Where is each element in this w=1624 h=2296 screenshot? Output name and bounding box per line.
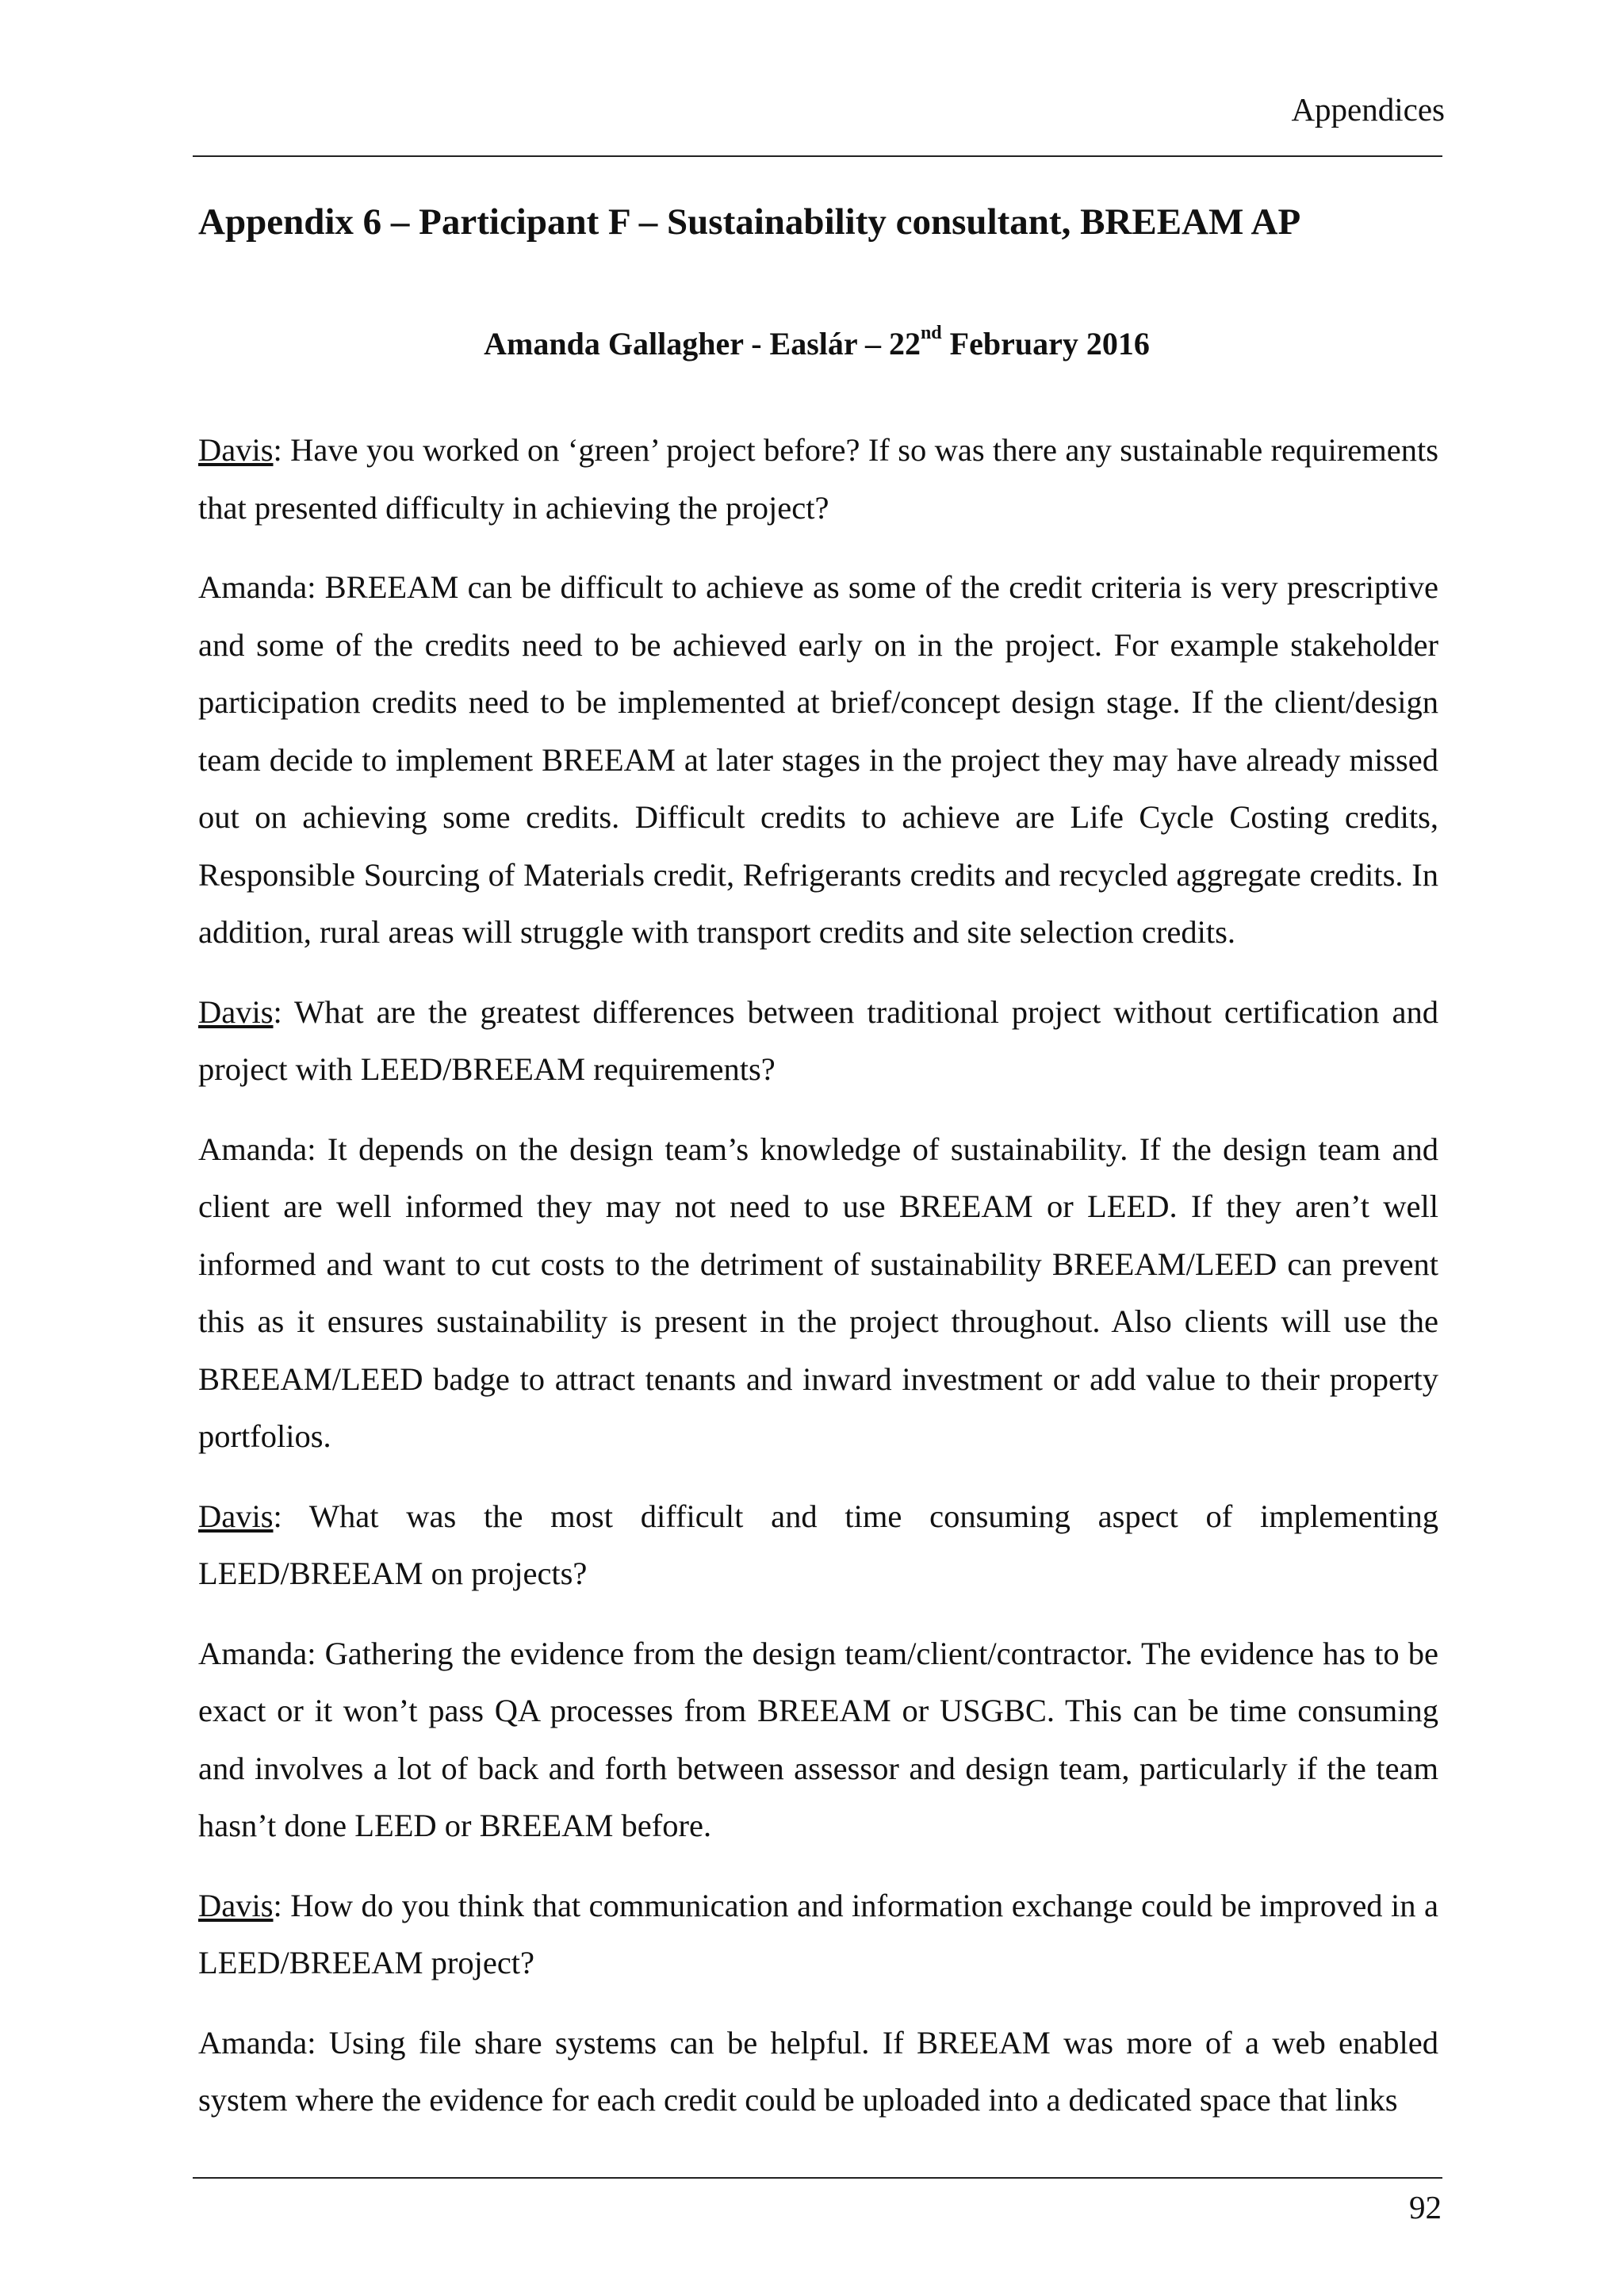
- speaker-name: Davis: [198, 432, 274, 468]
- speaker-name: Davis: [198, 1887, 274, 1923]
- speaker-name: Davis: [198, 993, 274, 1030]
- subtitle-month-year: February 2016: [941, 326, 1150, 362]
- speaker-separator: :: [307, 1635, 325, 1671]
- interview-subtitle: [198, 325, 1435, 363]
- dialogue-text: How do you think that communication and information exchange could be improved in a LEED/BREEAM project?: [198, 1887, 1438, 1980]
- speaker-separator: :: [273, 1887, 291, 1923]
- dialogue-paragraph: [198, 422, 1438, 537]
- dialogue-paragraph: [198, 2015, 1438, 2130]
- page-number: 92: [1409, 2189, 1442, 2225]
- speaker-name: Amanda: [198, 1635, 308, 1671]
- interview-transcript: [198, 422, 1438, 2152]
- dialogue-paragraph: [198, 1488, 1438, 1603]
- header-rule: [193, 155, 1442, 157]
- running-header: Appendices: [1291, 91, 1445, 128]
- dialogue-text: Have you worked on ‘green’ project before? If so was there any sustainable requirements that presented difficulty in achieving the project?: [198, 432, 1438, 526]
- dialogue-paragraph: [198, 559, 1438, 962]
- speaker-name: Amanda: [198, 569, 308, 605]
- dialogue-paragraph: [198, 1121, 1438, 1466]
- dialogue-text: What was the most difficult and time consuming aspect of implementing LEED/BREEAM on projects?: [198, 1498, 1438, 1591]
- speaker-separator: :: [307, 2024, 329, 2061]
- speaker-separator: :: [307, 1131, 327, 1167]
- speaker-name: Amanda: [198, 2024, 308, 2061]
- dialogue-text: Using file share systems can be helpful. If BREEAM was more of a web enabled system where the evidence for each credit could be uploaded into a dedicated space that links: [198, 2024, 1438, 2118]
- dialogue-paragraph: [198, 1625, 1438, 1855]
- dialogue-paragraph: [198, 984, 1438, 1099]
- subtitle-name-date: Amanda Gallagher - Easlár – 22: [484, 326, 921, 362]
- speaker-separator: :: [273, 1498, 309, 1534]
- footer-rule: [193, 2177, 1442, 2179]
- date-ordinal-suffix: nd: [920, 323, 942, 343]
- dialogue-text: BREEAM can be difficult to achieve as some of the credit criteria is very prescriptive and some of the credits need to be achieved early on in the project. For example stakeholder participation credits need to be implemented at brief/concept design stage. If the client/design team decide to implement BREEAM at later stages in the project they may have already missed out on achieving some credits. Difficult credits to achieve are Life Cycle Costing credits, Responsible Sourcing of Materials credit, Refrigerants credits and recycled aggregate credits. In addition, rural areas will struggle with transport credits and site selection credits.: [198, 569, 1438, 950]
- speaker-separator: :: [307, 569, 325, 605]
- dialogue-text: Gathering the evidence from the design team/client/contractor. The evidence has to be exact or it won’t pass QA processes from BREEAM or USGBC. This can be time consuming and involves a lot of back and forth between assessor and design team, particularly if the team hasn’t done LEED or BREEAM before.: [198, 1635, 1438, 1843]
- speaker-name: Davis: [198, 1498, 274, 1534]
- dialogue-text: It depends on the design team’s knowledge of sustainability. If the design team and client are well informed they may not need to use BREEAM or LEED. If they aren’t well informed and want to cut costs to the detriment of sustainability BREEAM/LEED can prevent this as it ensures sustainability is present in the project throughout. Also clients will use the BREEAM/LEED badge to attract tenants and inward investment or add value to their property portfolios.: [198, 1131, 1438, 1454]
- speaker-separator: :: [273, 993, 294, 1030]
- speaker-name: Amanda: [198, 1131, 308, 1167]
- speaker-separator: :: [273, 432, 291, 468]
- appendix-title: Appendix 6 – Participant F – Sustainability consultant, BREEAM AP: [198, 201, 1301, 243]
- dialogue-text: What are the greatest differences between traditional project without certification and project with LEED/BREEAM requirements?: [198, 993, 1438, 1087]
- dialogue-paragraph: [198, 1877, 1438, 1992]
